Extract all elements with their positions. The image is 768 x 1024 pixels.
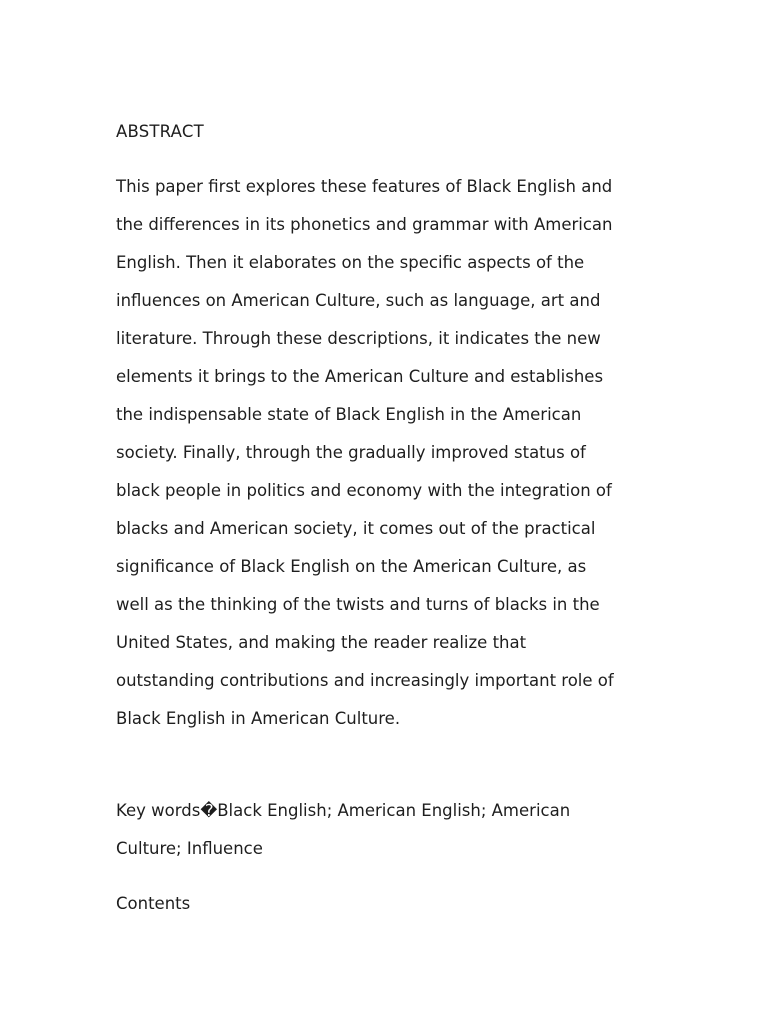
abstract-line: literature. Through these descriptions, it indicates the new bbox=[116, 329, 601, 348]
keywords-line: Key words�Black English; American English; American bbox=[116, 801, 571, 820]
keywords-line: Culture; Influence bbox=[116, 839, 263, 858]
abstract-heading: ABSTRACT bbox=[116, 122, 204, 141]
abstract-line: black people in politics and economy with the integration of bbox=[116, 481, 612, 500]
abstract-line: the indispensable state of Black English in the American bbox=[116, 405, 582, 424]
abstract-line: well as the thinking of the twists and turns of blacks in the bbox=[116, 595, 600, 614]
abstract-line: significance of Black English on the American Culture, as bbox=[116, 557, 587, 576]
keywords-paragraph bbox=[116, 792, 656, 868]
abstract-line: influences on American Culture, such as language, art and bbox=[116, 291, 601, 310]
abstract-line: Black English in American Culture. bbox=[116, 709, 401, 728]
abstract-line: society. Finally, through the gradually improved status of bbox=[116, 443, 586, 462]
abstract-line: elements it brings to the American Culture and establishes bbox=[116, 367, 604, 386]
abstract-line: blacks and American society, it comes out of the practical bbox=[116, 519, 596, 538]
abstract-line: outstanding contributions and increasingly important role of bbox=[116, 671, 614, 690]
abstract-line: United States, and making the reader realize that bbox=[116, 633, 527, 652]
abstract-line: the differences in its phonetics and grammar with American bbox=[116, 215, 613, 234]
abstract-body bbox=[116, 168, 656, 738]
contents-heading: Contents bbox=[116, 894, 191, 913]
abstract-line: English. Then it elaborates on the specific aspects of the bbox=[116, 253, 585, 272]
abstract-line: This paper first explores these features of Black English and bbox=[116, 177, 613, 196]
